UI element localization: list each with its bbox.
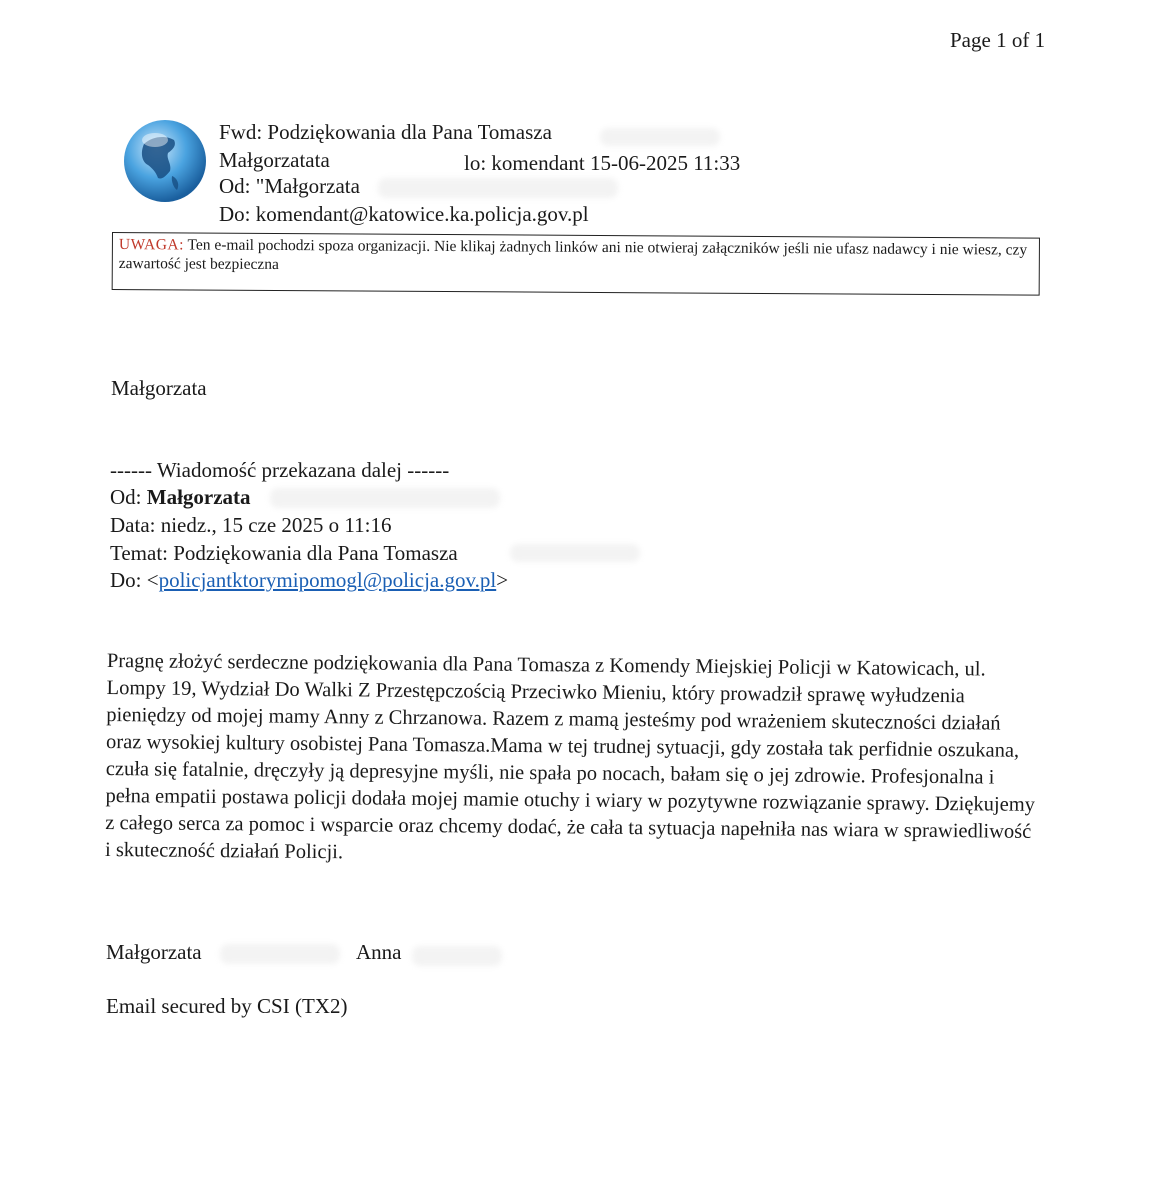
redaction-smudge <box>220 944 340 964</box>
forward-from-name: Małgorzata <box>146 485 251 509</box>
forward-subject: Temat: Podziękowania dla Pana Tomasza <box>110 541 458 565</box>
email-sender-line-start: Małgorzatata <box>219 148 330 172</box>
forward-to-email-link[interactable]: policjantktorymipomogl@policja.gov.pl <box>158 568 497 592</box>
email-subject: Fwd: Podziękowania dla Pana Tomasza <box>219 120 552 144</box>
email-sender-line-end: lo: komendant 15-06-2025 11:33 <box>464 151 741 175</box>
email-to: Do: komendant@katowice.ka.policja.gov.pl <box>219 202 589 226</box>
redaction-smudge <box>600 128 720 146</box>
signature-name-1: Małgorzata <box>106 940 202 964</box>
forward-to-label: Do: < <box>110 568 159 592</box>
warning-text: Ten e-mail pochodzi spoza organizacji. Nie klikaj żadnych linków ani nie otwieraj załączników jeśli nie ufasz nadawcy i nie wiesz, czy zawartość jest bezpieczna <box>118 236 1028 274</box>
forward-to-close: > <box>496 568 509 592</box>
signature-name-2: Anna <box>356 940 402 964</box>
email-from: Od: "Małgorzata <box>219 174 360 198</box>
redaction-smudge <box>270 488 500 508</box>
globe-icon <box>122 118 208 204</box>
email-footer: Email secured by CSI (TX2) <box>106 994 348 1018</box>
warning-label: UWAGA: <box>118 236 184 254</box>
forward-separator: ------ Wiadomość przekazana dalej ------ <box>110 458 450 482</box>
redaction-smudge <box>510 544 640 562</box>
external-email-warning <box>112 232 1040 296</box>
redaction-smudge <box>378 178 618 198</box>
forward-to <box>110 568 508 593</box>
message-body: Pragnę złożyć serdeczne podziękowania dla Pana Tomasza z Komendy Miejskiej Policji w Katowicach, ul. Lompy 19, Wydział Do Walki Z Przestępczością Przeciwko Mieniu, który prowadził sprawę wyłudzenia pieniędzy od mojej mamy Anny z Chrzanowa. Razem z mamą jesteśmy pod wrażeniem skuteczności działań oraz wysokiej kultury osobistej Pana Tomasza.Mama w tej trudnej sytuacji, gdy została tak perfidnie oszukana, czuła się fatalnie, dręczyły ją depresyjne myśli, nie spała po nocach, bałam się o jej zdrowie. Profesjonalna i pełna empatii postawa policji dodała mojej mamie otuchy i wiary w pozytywne rozwiązanie sprawy. Dziękujemy z całego serca za pomoc i wsparcie oraz chcemy dodać, że cała ta sytuacja napełniła nas wiara w sprawiedliwość i skuteczność działań Policji. <box>104 649 1036 864</box>
forward-date: Data: niedz., 15 cze 2025 o 11:16 <box>110 513 392 537</box>
forward-from-label: Od: <box>110 485 142 509</box>
greeting: Małgorzata <box>111 376 207 400</box>
forward-from <box>110 485 251 510</box>
redaction-smudge <box>412 946 502 966</box>
page-number: Page 1 of 1 <box>950 28 1046 52</box>
